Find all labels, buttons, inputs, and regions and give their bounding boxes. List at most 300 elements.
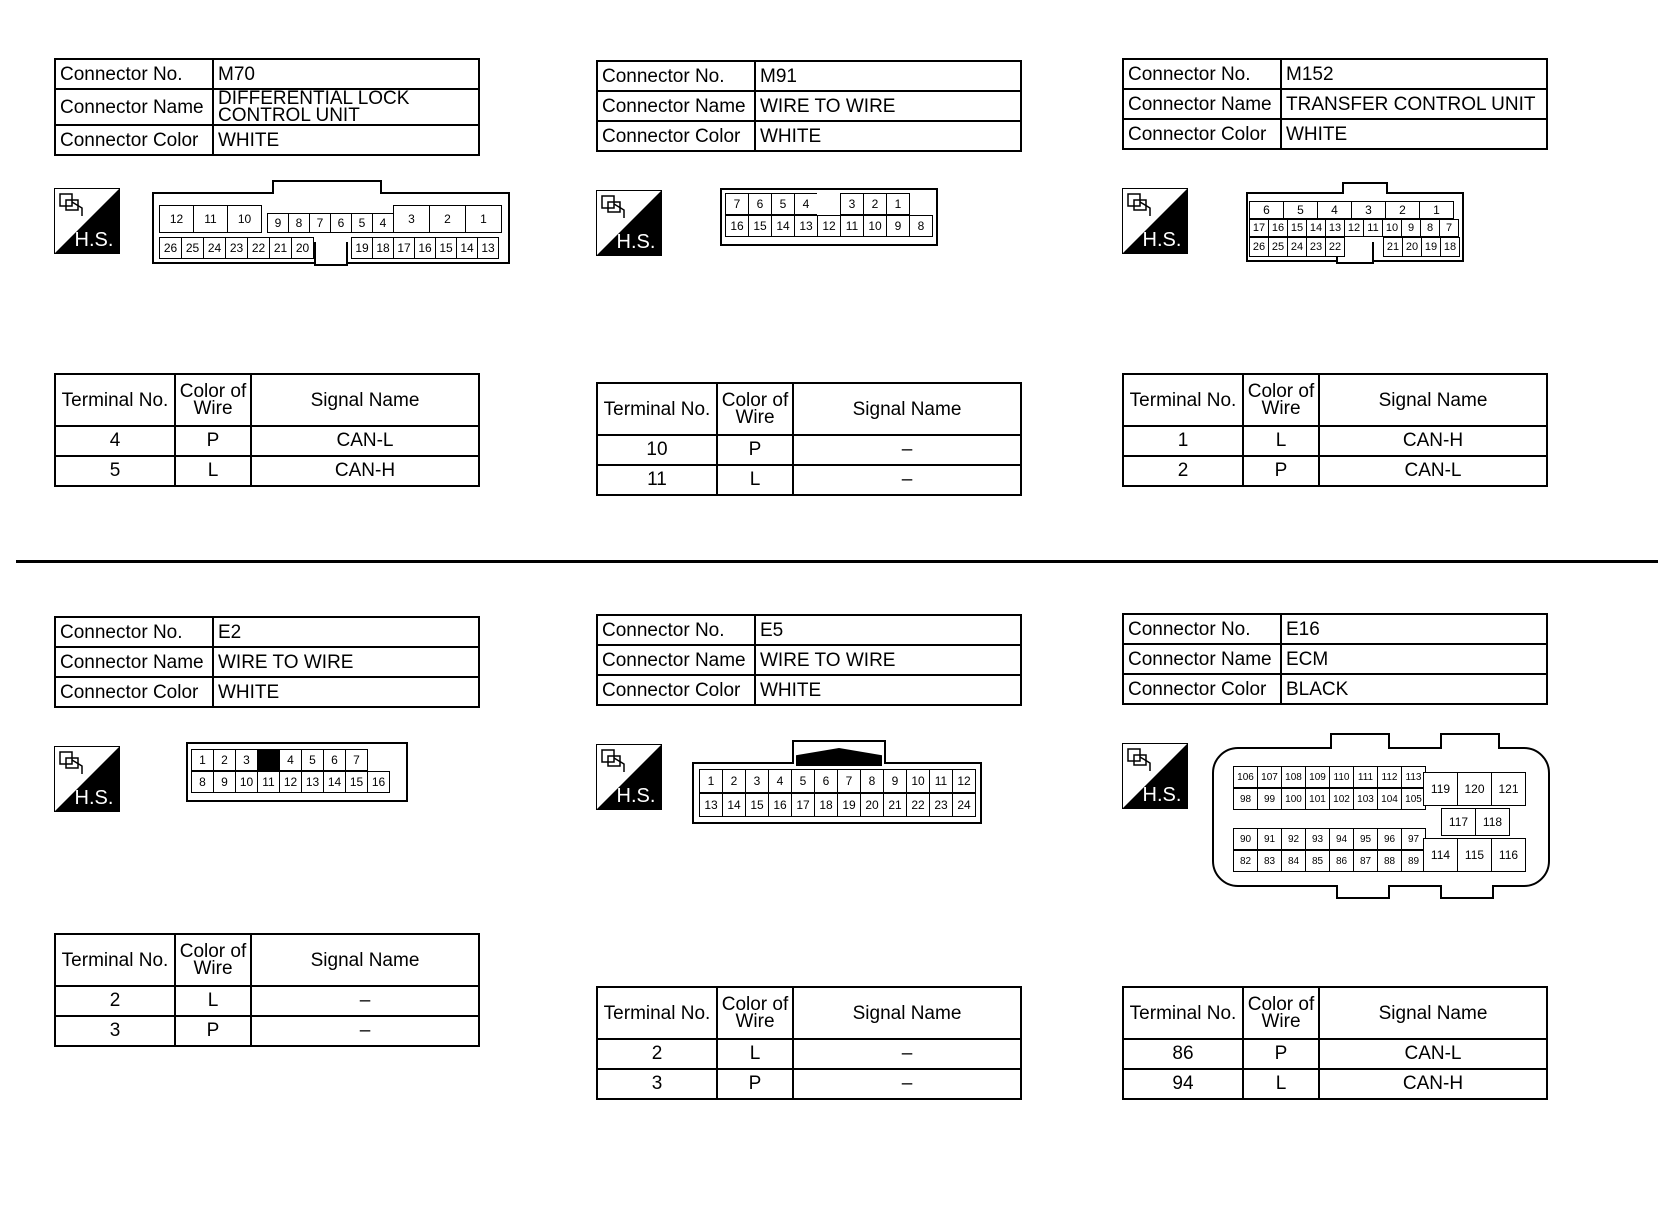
pin-cell: 12 <box>279 771 302 793</box>
terminal-table <box>1122 373 1548 487</box>
terminal-no-header: Terminal No. <box>597 987 717 1039</box>
connector-key <box>1440 885 1494 899</box>
connector-no-label: Connector No. <box>597 615 755 645</box>
terminal-number: 5 <box>55 456 175 486</box>
pin-cell: 20 <box>1402 237 1422 257</box>
pin-cell: 110 <box>1329 766 1354 788</box>
pin-cell: 19 <box>1421 237 1441 257</box>
connector-latch <box>1330 733 1390 749</box>
pin-cell: 117 <box>1441 808 1476 836</box>
pin-cell: 11 <box>929 769 953 793</box>
wire-color: P <box>717 1069 793 1099</box>
connector-color-label: Connector Color <box>1123 674 1281 704</box>
pin-row <box>160 206 262 233</box>
wire-color: L <box>175 456 251 486</box>
connector-no-value: E16 <box>1281 614 1547 644</box>
signal-name-header: Signal Name <box>1319 374 1547 426</box>
terminal-row <box>1123 456 1547 486</box>
connector-name-row <box>597 645 1021 675</box>
pin-cell: 7 <box>345 749 368 771</box>
pin-cell: 10 <box>235 771 258 793</box>
pin-cell: 25 <box>1268 237 1288 257</box>
pin-cell: 14 <box>323 771 346 793</box>
pin-cell: 8 <box>191 771 214 793</box>
wire-color: P <box>1243 1039 1319 1069</box>
terminal-header-row <box>597 987 1021 1039</box>
pin-cell: 106 <box>1233 766 1258 788</box>
pin-cell: 21 <box>883 793 907 817</box>
signal-name: CAN-H <box>251 456 479 486</box>
pin-cell: 13 <box>477 237 499 259</box>
pin-cell: 13 <box>1325 219 1345 237</box>
pin-cell: 16 <box>367 771 390 793</box>
signal-name: – <box>251 1016 479 1046</box>
connector-latch <box>1342 182 1388 194</box>
connector-color-label: Connector Color <box>55 125 213 155</box>
pin-cell: 16 <box>414 237 436 259</box>
connector-key <box>1336 885 1390 899</box>
pin-cell: 102 <box>1329 788 1354 810</box>
terminal-table <box>596 986 1022 1100</box>
connector-color-value: WHITE <box>213 677 479 707</box>
terminal-number: 10 <box>597 435 717 465</box>
pin-cell: 96 <box>1377 828 1402 850</box>
wire-color-header: Color of Wire <box>1243 374 1319 426</box>
wire-color-header: Color of Wire <box>175 934 251 986</box>
pin-row <box>192 750 368 771</box>
harness-side-icon <box>1122 188 1188 254</box>
pin-cell: 88 <box>1377 850 1402 872</box>
terminal-header-row <box>1123 374 1547 426</box>
signal-name-header: Signal Name <box>793 987 1021 1039</box>
terminal-table <box>1122 986 1548 1100</box>
connector-block-m152 <box>1122 58 1562 508</box>
pin-cell: 18 <box>814 793 838 817</box>
connector-color-row <box>1123 119 1547 149</box>
pin-cell: 10 <box>863 215 887 237</box>
pin-cell: 7 <box>837 769 861 793</box>
terminal-number: 86 <box>1123 1039 1243 1069</box>
pin-cell: 5 <box>301 749 324 771</box>
pin-cell: 2 <box>863 193 887 215</box>
pin-cell: 4 <box>1317 201 1352 219</box>
connector-color-value: WHITE <box>1281 119 1547 149</box>
terminal-no-header: Terminal No. <box>55 374 175 426</box>
connector-color-label: Connector Color <box>597 121 755 151</box>
pin-cell: 4 <box>372 213 394 233</box>
connector-name-label: Connector Name <box>597 645 755 675</box>
pin-row <box>726 216 933 237</box>
pin-cell: 26 <box>1249 237 1269 257</box>
pin-cell: 3 <box>1351 201 1386 219</box>
pin-cell: 5 <box>351 213 373 233</box>
pin-cell: 13 <box>699 793 723 817</box>
connector-no-value: M91 <box>755 61 1021 91</box>
pin-cell: 115 <box>1457 838 1492 872</box>
pin-cell: 10 <box>1382 219 1402 237</box>
pin-cell: 22 <box>906 793 930 817</box>
pin-row <box>1250 220 1459 237</box>
pin-cell: 11 <box>257 771 280 793</box>
connector-no-row <box>597 615 1021 645</box>
terminal-no-header: Terminal No. <box>1123 987 1243 1039</box>
signal-name: – <box>793 465 1021 495</box>
terminal-table <box>54 933 480 1047</box>
terminal-number: 2 <box>55 986 175 1016</box>
wire-color-header: Color of Wire <box>717 987 793 1039</box>
pin-row <box>394 206 502 233</box>
pin-cell: 9 <box>267 213 289 233</box>
pin-cell: 14 <box>722 793 746 817</box>
wire-color-header: Color of Wire <box>717 383 793 435</box>
pin-cell: 105 <box>1401 788 1426 810</box>
signal-name: CAN-L <box>1319 1039 1547 1069</box>
signal-name: CAN-H <box>1319 1069 1547 1099</box>
terminal-number: 1 <box>1123 426 1243 456</box>
connector-name-label: Connector Name <box>1123 89 1281 119</box>
terminal-number: 94 <box>1123 1069 1243 1099</box>
signal-name: CAN-L <box>1319 456 1547 486</box>
pin-row <box>1234 789 1426 810</box>
pin-cell: 26 <box>159 237 182 259</box>
pin-cell: 16 <box>768 793 792 817</box>
connector-name-value: WIRE TO WIRE <box>213 647 479 677</box>
pin-cell: 18 <box>372 237 394 259</box>
pin-cell: 16 <box>1268 219 1288 237</box>
connector-color-label: Connector Color <box>597 675 755 705</box>
connector-color-row <box>55 677 479 707</box>
pin-cell: 3 <box>840 193 864 215</box>
pin-cell: 103 <box>1353 788 1378 810</box>
pin-row <box>192 772 390 793</box>
terminal-number: 11 <box>597 465 717 495</box>
pin-cell: 24 <box>1287 237 1307 257</box>
connector-color-row <box>597 675 1021 705</box>
pin-cell: 90 <box>1233 828 1258 850</box>
pin-cell: 112 <box>1377 766 1402 788</box>
pin-row <box>352 238 499 259</box>
pin-cell: 108 <box>1281 766 1306 788</box>
connector-info-table <box>596 60 1022 152</box>
wire-color: L <box>717 1039 793 1069</box>
pin-cell: 95 <box>1353 828 1378 850</box>
pin-cell: 109 <box>1305 766 1330 788</box>
pin-cell: 21 <box>1383 237 1403 257</box>
pin-cell: 17 <box>1249 219 1269 237</box>
pin-row <box>1250 202 1454 219</box>
terminal-row <box>55 426 479 456</box>
pin-cell: 4 <box>794 193 818 215</box>
terminal-header-row <box>55 934 479 986</box>
pin-cell: 91 <box>1257 828 1282 850</box>
pin-cell: 1 <box>191 749 214 771</box>
pin-cell: 19 <box>837 793 861 817</box>
pin-cavity-key <box>817 193 841 215</box>
pin-cell: 20 <box>291 237 314 259</box>
terminal-row <box>597 1069 1021 1099</box>
terminal-no-header: Terminal No. <box>55 934 175 986</box>
pin-cell: 113 <box>1401 766 1426 788</box>
connector-no-row <box>55 617 479 647</box>
pin-cell: 99 <box>1257 788 1282 810</box>
terminal-row <box>1123 1039 1547 1069</box>
pin-cell: 4 <box>279 749 302 771</box>
wire-color: L <box>1243 426 1319 456</box>
pin-cell: 25 <box>181 237 204 259</box>
connector-color-value: WHITE <box>755 121 1021 151</box>
connector-name-value: WIRE TO WIRE <box>755 645 1021 675</box>
pin-cell: 100 <box>1281 788 1306 810</box>
pin-cell: 2 <box>429 205 466 233</box>
connector-color-label: Connector Color <box>1123 119 1281 149</box>
pin-cell: 116 <box>1491 838 1526 872</box>
wire-color-header: Color of Wire <box>1243 987 1319 1039</box>
pin-cell: 13 <box>794 215 818 237</box>
terminal-row <box>597 465 1021 495</box>
pin-cell: 6 <box>748 193 772 215</box>
connector-name-value: DIFFERENTIAL LOCK CONTROL UNIT <box>213 89 479 125</box>
connector-no-label: Connector No. <box>55 617 213 647</box>
pin-cell: 1 <box>886 193 910 215</box>
pin-cell: 111 <box>1353 766 1378 788</box>
pin-cell: 15 <box>1287 219 1307 237</box>
signal-name-header: Signal Name <box>793 383 1021 435</box>
wire-color: L <box>175 986 251 1016</box>
pin-cavity-key <box>257 749 280 771</box>
hs-label: H.S. <box>1142 229 1182 251</box>
hs-label: H.S. <box>616 785 656 807</box>
pin-cell: 121 <box>1491 772 1526 806</box>
signal-name: – <box>793 435 1021 465</box>
pin-row <box>1384 238 1460 257</box>
terminal-row <box>1123 1069 1547 1099</box>
connector-no-row <box>55 59 479 89</box>
pin-cell: 11 <box>840 215 864 237</box>
connector-key <box>314 242 348 266</box>
signal-name: – <box>793 1069 1021 1099</box>
terminal-row <box>55 1016 479 1046</box>
pin-cell: 7 <box>1439 219 1459 237</box>
hs-label: H.S. <box>616 231 656 253</box>
wire-color: P <box>717 435 793 465</box>
terminal-row <box>55 456 479 486</box>
terminal-row <box>55 986 479 1016</box>
connector-info-table <box>54 616 480 708</box>
pin-cell: 9 <box>886 215 910 237</box>
pin-cell: 23 <box>225 237 248 259</box>
pin-cell: 9 <box>883 769 907 793</box>
connector-no-value: M70 <box>213 59 479 89</box>
pin-cell: 8 <box>1420 219 1440 237</box>
connector-no-label: Connector No. <box>1123 614 1281 644</box>
wire-color: P <box>175 426 251 456</box>
connector-name-value: TRANSFER CONTROL UNIT <box>1281 89 1547 119</box>
pin-cell: 7 <box>309 213 331 233</box>
pin-row <box>1250 238 1345 257</box>
harness-side-icon <box>54 188 120 254</box>
pin-cell: 6 <box>1249 201 1284 219</box>
pin-cell: 6 <box>323 749 346 771</box>
pin-cell: 5 <box>771 193 795 215</box>
pin-cell: 17 <box>393 237 415 259</box>
pin-cell: 13 <box>301 771 324 793</box>
pin-cell: 7 <box>725 193 749 215</box>
terminal-number: 4 <box>55 426 175 456</box>
connector-info-table <box>1122 58 1548 150</box>
pin-cell: 4 <box>768 769 792 793</box>
pin-cell: 15 <box>745 793 769 817</box>
connector-name-label: Connector Name <box>1123 644 1281 674</box>
pin-cell: 10 <box>227 205 262 233</box>
connector-no-label: Connector No. <box>597 61 755 91</box>
pin-row <box>700 770 976 793</box>
wire-color: L <box>1243 1069 1319 1099</box>
terminal-row <box>1123 426 1547 456</box>
connector-no-row <box>1123 59 1547 89</box>
wire-color: P <box>175 1016 251 1046</box>
pin-row <box>1442 809 1510 836</box>
pin-cell: 12 <box>952 769 976 793</box>
connector-block-e2 <box>54 616 494 1066</box>
connector-color-value: BLACK <box>1281 674 1547 704</box>
pin-row <box>268 214 394 233</box>
connector-latch <box>1440 733 1500 749</box>
pin-cell: 3 <box>235 749 258 771</box>
pin-cell: 11 <box>1363 219 1383 237</box>
hs-label: H.S. <box>1142 784 1182 806</box>
harness-side-icon <box>596 744 662 810</box>
pin-cell: 11 <box>193 205 228 233</box>
connector-color-row <box>55 125 479 155</box>
pin-cell: 14 <box>771 215 795 237</box>
terminal-row <box>597 435 1021 465</box>
pin-cell: 114 <box>1423 838 1458 872</box>
signal-name: CAN-H <box>1319 426 1547 456</box>
connector-color-label: Connector Color <box>55 677 213 707</box>
pin-cell: 118 <box>1475 808 1510 836</box>
harness-side-icon <box>1122 743 1188 809</box>
connector-color-row <box>597 121 1021 151</box>
harness-side-icon <box>596 190 662 256</box>
pin-cell: 87 <box>1353 850 1378 872</box>
connector-name-row <box>55 647 479 677</box>
connector-info-table <box>1122 613 1548 705</box>
section-divider <box>16 560 1658 563</box>
pin-cell: 15 <box>345 771 368 793</box>
connector-latch <box>272 180 382 194</box>
pin-cell: 23 <box>929 793 953 817</box>
terminal-number: 3 <box>597 1069 717 1099</box>
connector-name-row <box>55 89 479 125</box>
wire-color: P <box>1243 456 1319 486</box>
pin-cell: 2 <box>1385 201 1420 219</box>
terminal-no-header: Terminal No. <box>1123 374 1243 426</box>
connector-name-label: Connector Name <box>55 647 213 677</box>
pin-row <box>160 238 314 259</box>
connector-no-label: Connector No. <box>55 59 213 89</box>
pin-cell: 89 <box>1401 850 1426 872</box>
connector-name-value: WIRE TO WIRE <box>755 91 1021 121</box>
connector-color-value: WHITE <box>213 125 479 155</box>
pin-cell: 93 <box>1305 828 1330 850</box>
connector-color-row <box>1123 674 1547 704</box>
signal-name: – <box>793 1039 1021 1069</box>
pin-cell: 83 <box>1257 850 1282 872</box>
terminal-table <box>596 382 1022 496</box>
pin-cell: 24 <box>203 237 226 259</box>
pin-cell: 86 <box>1329 850 1354 872</box>
pin-cell: 10 <box>906 769 930 793</box>
connector-no-label: Connector No. <box>1123 59 1281 89</box>
terminal-number: 2 <box>597 1039 717 1069</box>
pin-cell: 12 <box>817 215 841 237</box>
pin-cell: 3 <box>393 205 430 233</box>
connector-no-row <box>597 61 1021 91</box>
pin-row <box>1234 767 1426 788</box>
pin-cell: 14 <box>1306 219 1326 237</box>
harness-side-icon <box>54 746 120 812</box>
pin-cell: 5 <box>791 769 815 793</box>
wire-color: L <box>717 465 793 495</box>
pin-cell: 17 <box>791 793 815 817</box>
connector-no-row <box>1123 614 1547 644</box>
terminal-number: 2 <box>1123 456 1243 486</box>
pin-row <box>1424 839 1526 872</box>
pin-cell: 5 <box>1283 201 1318 219</box>
signal-name: – <box>251 986 479 1016</box>
pin-cell: 104 <box>1377 788 1402 810</box>
pin-cell: 85 <box>1305 850 1330 872</box>
connector-info-table <box>54 58 480 156</box>
pin-cell: 24 <box>952 793 976 817</box>
connector-color-value: WHITE <box>755 675 1021 705</box>
connector-name-label: Connector Name <box>55 89 213 125</box>
terminal-header-row <box>597 383 1021 435</box>
terminal-row <box>597 1039 1021 1069</box>
connector-block-e5 <box>596 614 1036 1094</box>
pin-cell: 3 <box>745 769 769 793</box>
pin-cell: 119 <box>1423 772 1458 806</box>
pin-cell: 20 <box>860 793 884 817</box>
pin-cell: 1 <box>1419 201 1454 219</box>
pin-cell: 82 <box>1233 850 1258 872</box>
hs-label: H.S. <box>74 787 114 809</box>
connector-no-value: E5 <box>755 615 1021 645</box>
pin-cell: 107 <box>1257 766 1282 788</box>
pin-cell: 97 <box>1401 828 1426 850</box>
pin-cell: 1 <box>699 769 723 793</box>
signal-name: CAN-L <box>251 426 479 456</box>
pin-cell: 8 <box>288 213 310 233</box>
connector-block-m70 <box>54 58 494 508</box>
signal-name-header: Signal Name <box>251 374 479 426</box>
signal-name-header: Signal Name <box>251 934 479 986</box>
pin-cell: 8 <box>909 215 933 237</box>
pin-cell: 98 <box>1233 788 1258 810</box>
pin-cell: 22 <box>1325 237 1345 257</box>
pin-cell: 101 <box>1305 788 1330 810</box>
terminal-header-row <box>1123 987 1547 1039</box>
pin-cell: 6 <box>814 769 838 793</box>
terminal-no-header: Terminal No. <box>597 383 717 435</box>
pin-cell: 8 <box>860 769 884 793</box>
pin-cell: 12 <box>159 205 194 233</box>
pin-cell: 12 <box>1344 219 1364 237</box>
wire-color-header: Color of Wire <box>175 374 251 426</box>
pin-cell: 23 <box>1306 237 1326 257</box>
connector-name-row <box>597 91 1021 121</box>
terminal-table <box>54 373 480 487</box>
